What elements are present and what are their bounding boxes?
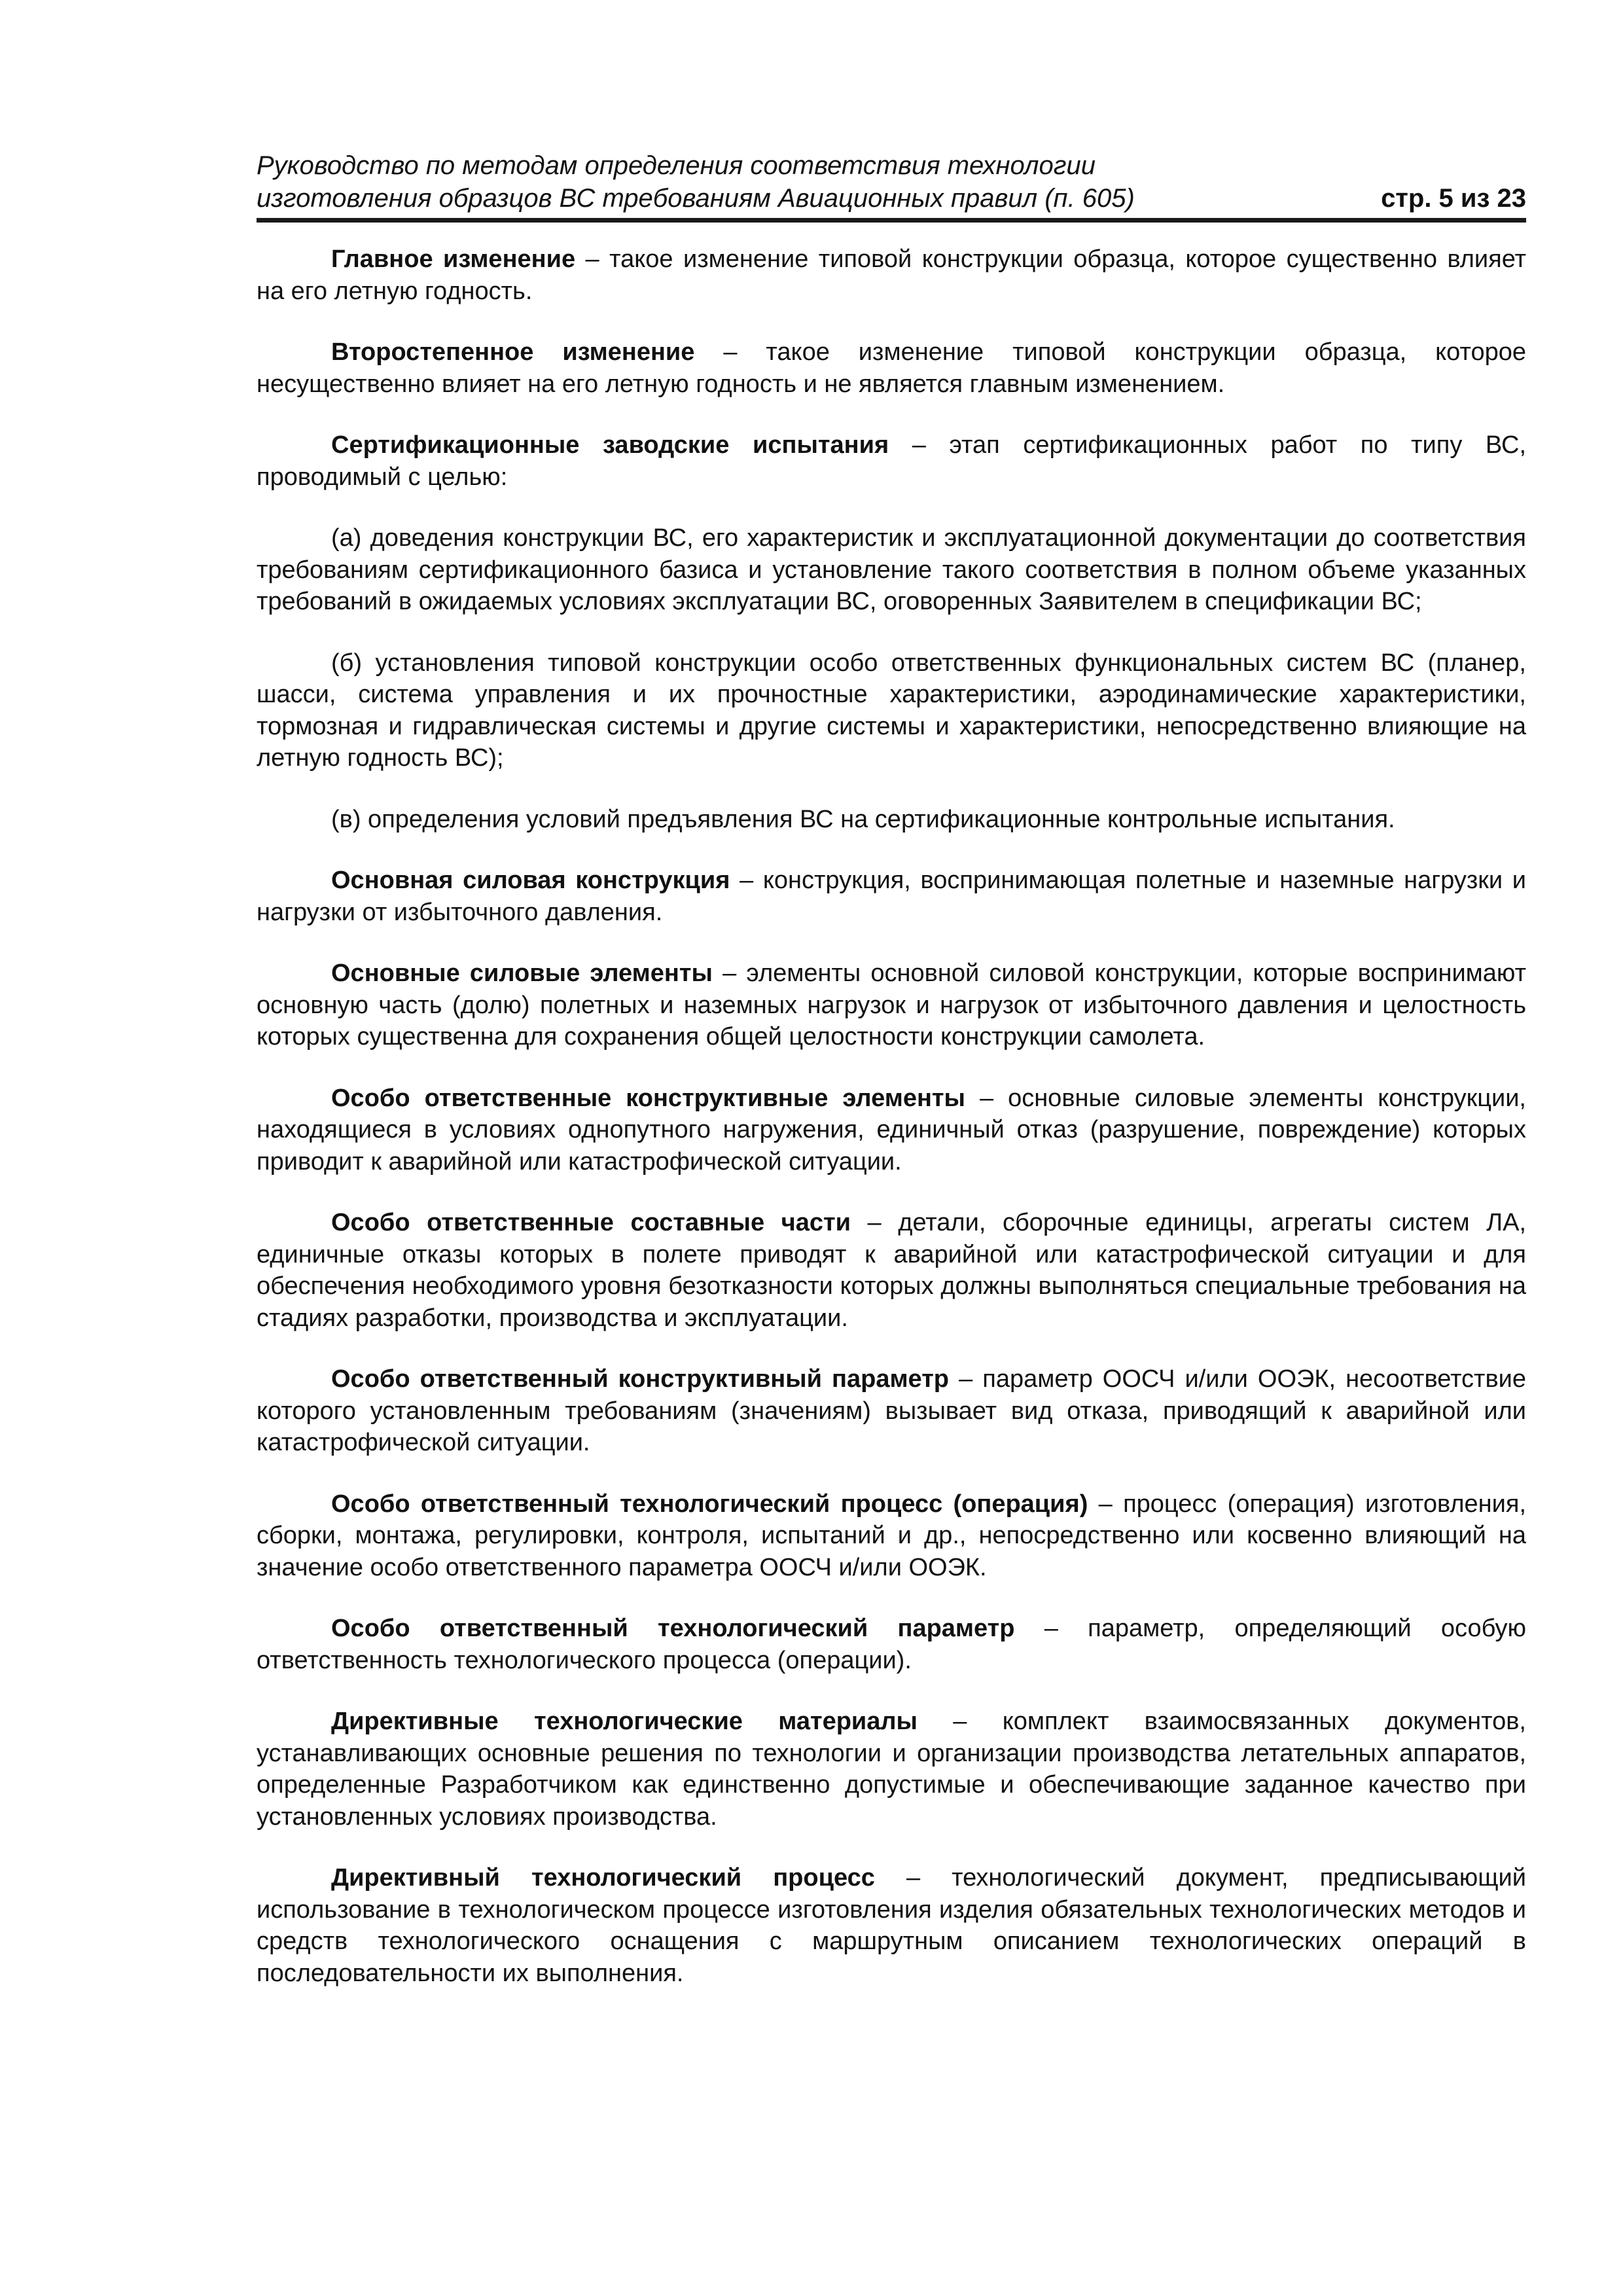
- term: Особо ответственный конструктивный параметр: [331, 1365, 950, 1393]
- list-item-text: (а) доведения конструкции ВС, его характеристик и эксплуатационной документации до соответствия требованиям сертификационного базиса и установление такого соответствия в полном объеме указанных требований в ожидаемых условиях эксплуатации ВС, оговоренных Заявителем в спецификации ВС;: [257, 524, 1526, 615]
- definition-critical-process: [257, 1488, 1526, 1584]
- term: Второстепенное изменение: [331, 338, 695, 366]
- term: Особо ответственные конструктивные элементы: [331, 1084, 965, 1112]
- term: Директивные технологические материалы: [331, 1708, 918, 1735]
- header-title-line1: Руководство по методам определения соответствия технологии: [257, 151, 1096, 180]
- definition-text: – процесс (операция) изготовления, сборки, монтажа, регулировки, контроля, испытаний и др., непосредственно или косвенно влияющий на значение особо ответственного параметра ООСЧ и/или ООЭК.: [257, 1490, 1526, 1581]
- definition-directive-process: [257, 1862, 1526, 1989]
- definition-text: – такое изменение типовой конструкции образца, которое существенно влияет на его летную годность.: [257, 245, 1527, 305]
- definition-critical-design-parameter: [257, 1363, 1526, 1459]
- definition-text: – параметр ООСЧ и/или ООЭК, несоответствие которого установленным требованиям (значениям) вызывает вид отказа, приводящий к аварийной или катастрофической ситуации.: [257, 1365, 1527, 1456]
- term: Сертификационные заводские испытания: [331, 431, 889, 459]
- list-item-b: [257, 647, 1526, 774]
- term: Особо ответственный технологический процесс (операция): [331, 1490, 1088, 1518]
- list-item-a: [257, 522, 1526, 618]
- definition-factory-tests: [257, 429, 1526, 493]
- header-title-line2: изготовления образцов ВС требованиям Авиационных правил (п. 605): [257, 184, 1135, 213]
- list-item-c: [257, 804, 1526, 836]
- definition-text: – этап сертификационных работ по типу ВС, проводимый с целью:: [257, 431, 1527, 491]
- definition-main-change: [257, 243, 1526, 307]
- definition-text: – комплект взаимосвязанных документов, устанавливающих основные решения по технологии и организации производства летательных аппаратов, определенные Разработчиком как единственно допустимые и обеспечивающие заданное качество при установленных условиях производства.: [257, 1708, 1526, 1831]
- definition-critical-process-parameter: [257, 1613, 1526, 1676]
- term: Директивный технологический процесс: [331, 1864, 875, 1892]
- definition-primary-elements: [257, 958, 1526, 1053]
- definition-minor-change: [257, 336, 1526, 400]
- definition-text: – конструкция, воспринимающая полетные и наземные нагрузки и нагрузки от избыточного давления.: [257, 867, 1526, 926]
- definition-primary-structure: [257, 865, 1526, 928]
- term: Особо ответственные составные части: [331, 1209, 851, 1236]
- term: Особо ответственный технологический параметр: [331, 1615, 1015, 1642]
- page-header: [257, 149, 1526, 215]
- list-item-text: (б) установления типовой конструкции особо ответственных функциональных систем ВС (планер, шасси, система управления и их прочностные характеристики, аэродинамические характеристики, тормозная и гидравлическая системы и другие системы и характеристики, непосредственно влияющие на летную годность ВС);: [257, 649, 1526, 772]
- definition-text: – параметр, определяющий особую ответственность технологического процесса (операции).: [257, 1615, 1527, 1674]
- definition-text: – детали, сборочные единицы, агрегаты систем ЛА, единичные отказы которых в полете приводят к аварийной или катастрофической ситуации и для обеспечения необходимого уровня безотказности которых должны выполняться специальные требования на стадиях разработки, производства и эксплуатации.: [257, 1209, 1526, 1332]
- list-item-text: (в) определения условий предъявления ВС на сертификационные контрольные испытания.: [331, 805, 1395, 833]
- definition-critical-structural-elements: [257, 1083, 1526, 1178]
- definition-directive-materials: [257, 1706, 1526, 1833]
- definition-text: – такое изменение типовой конструкции образца, которое несущественно влияет на его летную годность и не является главным изменением.: [257, 338, 1526, 398]
- term: Главное изменение: [331, 245, 576, 273]
- definition-text: – элементы основной силовой конструкции, которые воспринимают основную часть (долю) полетных и наземных нагрузок и нагрузок от избыточного давления и целостность которых существенна для сохранения общей целостности конструкции самолета.: [257, 960, 1527, 1050]
- page-number: стр. 5 из 23: [1381, 184, 1526, 213]
- definition-text: – технологический документ, предписывающий использование в технологическом процессе изготовления изделия обязательных технологических методов и средств технологического оснащения с маршрутным описанием технологических операций в последовательности их выполнения.: [257, 1864, 1527, 1987]
- header-divider: [257, 218, 1526, 223]
- definition-critical-parts: [257, 1207, 1526, 1334]
- definition-text: – основные силовые элементы конструкции, находящиеся в условиях однопутного нагружения, единичный отказ (разрушение, повреждение) которых приводит к аварийной или катастрофической ситуации.: [257, 1084, 1526, 1175]
- term: Основная силовая конструкция: [331, 867, 730, 894]
- term: Основные силовые элементы: [331, 960, 713, 987]
- document-body: [257, 243, 1526, 2018]
